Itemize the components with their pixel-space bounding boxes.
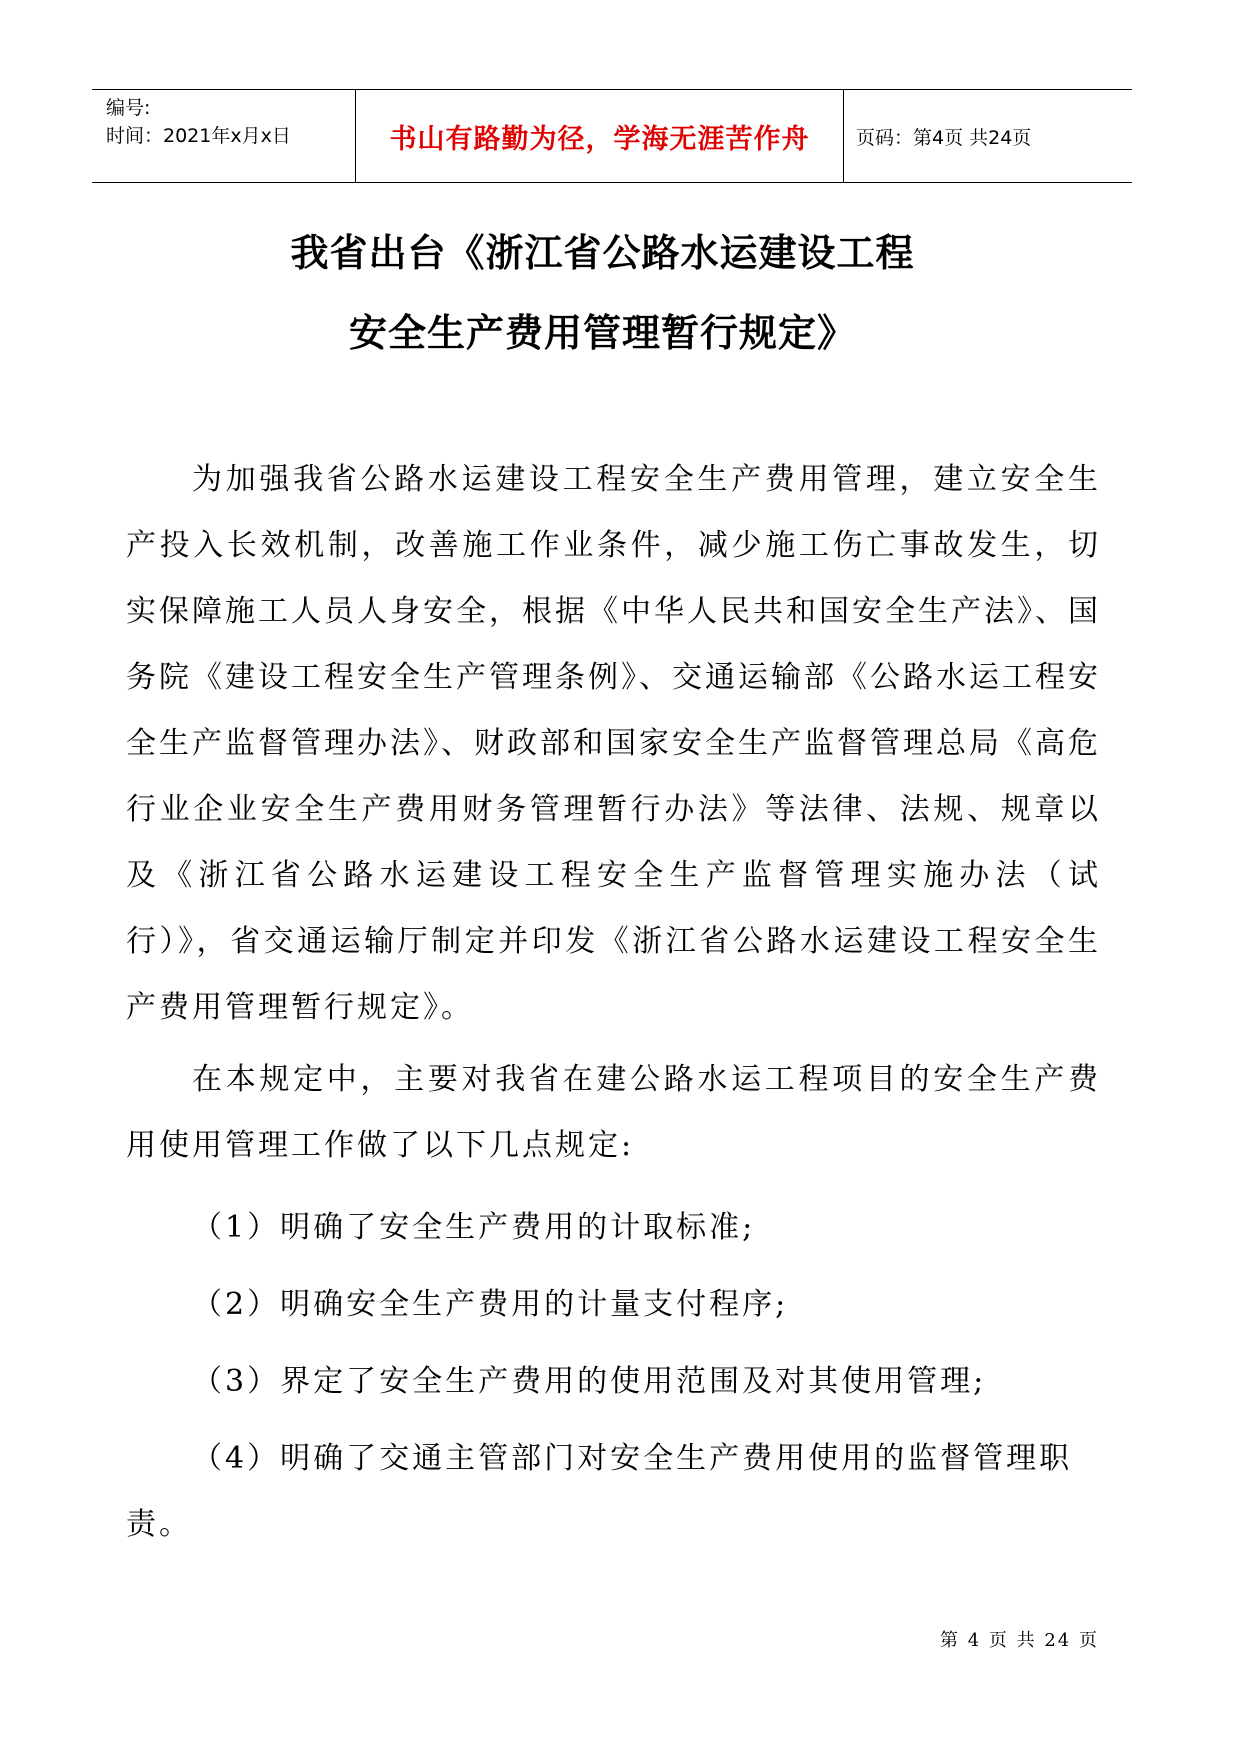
number-label: 编号: [106,97,151,119]
list-item: （3）界定了安全生产费用的使用范围及对其使用管理; [192,1364,987,1399]
list-item: （4）明确了交通主管部门对安全生产费用使用的监督管理职责。 [126,1441,1073,1542]
list-item: （2）明确安全生产费用的计量支付程序; [192,1287,789,1322]
title-line-2: 安全生产费用管理暂行规定》 [348,311,856,355]
paragraph-intro: 为加强我省公路水运建设工程安全生产费用管理，建立安全生产投入长效机制，改善施工作业条件，减少施工伤亡事故发生，切实保障施工人员人身安全，根据《中华人民共和国安全生产法》、国务院《建设工程安全生产管理条例》、交通运输部《公路水运工程安全生产监督管理办法》、财政部和国家安全生产监督管理总局《高危行业企业安全生产费用财务管理暂行办法》等法律、法规、规章以及《浙江省公路水运建设工程安全生产监督管理实施办法（试行）》，省交通运输厅制定并印发《浙江省公路水运建设工程安全生产费用管理暂行规定》。 [126,462,1101,1025]
paragraph-summary: 在本规定中，主要对我省在建公路水运工程项目的安全生产费用使用管理工作做了以下几点规定: [126,1062,1101,1163]
header-meta [92,90,356,182]
page-footer: 第 4 页 共 24 页 [940,1630,1099,1651]
header-motto: 书山有路勤为径，学海无涯苦作舟 [356,90,844,182]
list-item: （1）明确了安全生产费用的计取标准; [192,1210,756,1245]
document-header [92,89,1132,183]
time-label: 时间：2021年x月x日 [106,125,291,147]
title-line-1: 我省出台《浙江省公路水运建设工程 [290,231,915,275]
header-page-info: 页码：第4页 共24页 [856,126,1032,149]
